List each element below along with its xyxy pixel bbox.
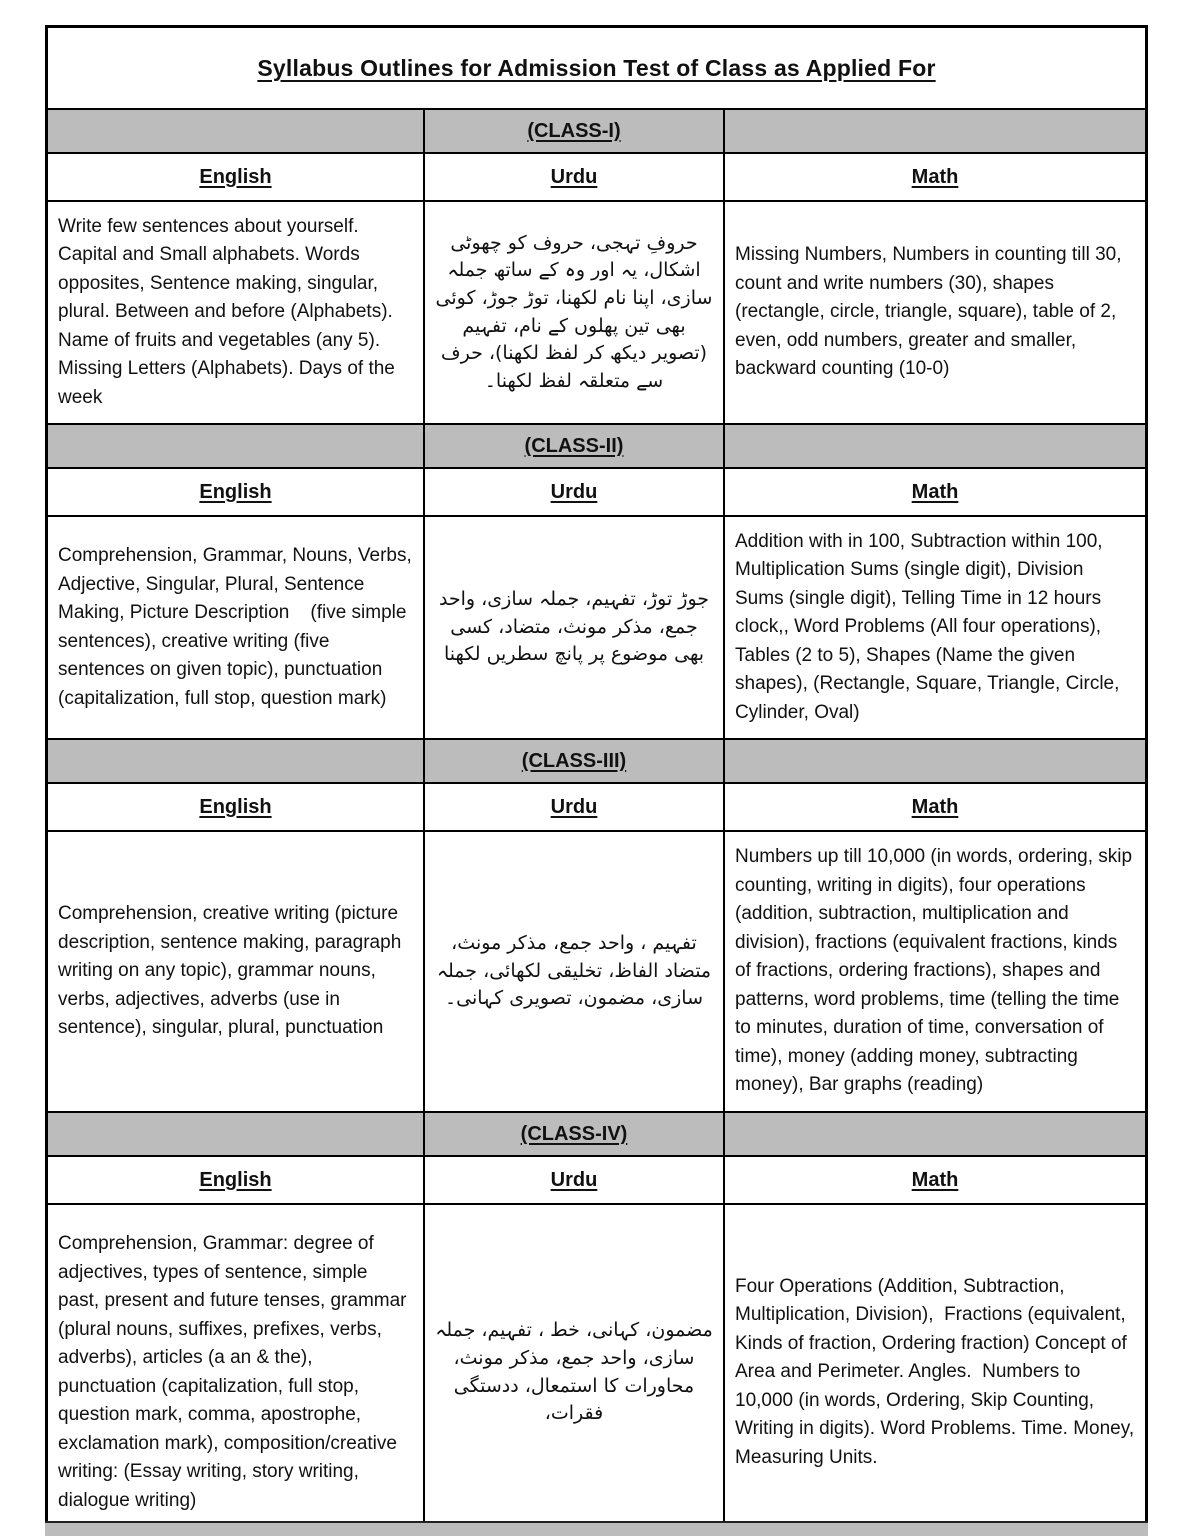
content-row-class-1: [48, 202, 1145, 425]
section-bar-spacer: [725, 1113, 1145, 1155]
section-bar-spacer: [48, 425, 425, 467]
column-header-english: English: [48, 784, 425, 830]
math-cell-class-2: Addition with in 100, Subtraction within 100, Multiplication Sums (single digit), Division Sums (single digit), Telling Time in 12 hours clock,, Word Problems (All four operations), Tables (2 to 5), Shapes (Name the given shapes), (Rectangle, Square, Triangle, Circle, Cylinder, Oval): [735, 530, 1125, 723]
class-label-4: (CLASS-IV): [520, 1122, 628, 1145]
urdu-cell-class-2: جوڑ توڑ، تفہیم، جملہ سازی، واحد جمع، مذکر مونث، متضاد، کسی بھی موضوع پر پانچ سطریں لکھنا: [425, 517, 725, 738]
english-cell-class-3: Comprehension, creative writing (picture description, sentence making, paragraph writing on any topic), grammar nouns, verbs, adjectives, adverbs (use in sentence), singular, plural, punctuation: [48, 832, 425, 1111]
english-cell-class-1: Write few sentences about yourself. Capital and Small alphabets. Words opposites, Sentence making, singular, plural. Between and before (Alphabets). Name of fruits and vegetables (any 5). Missing Letters (Alphabets). Days of the week: [48, 202, 425, 423]
column-header-row-class-4: [48, 1157, 1145, 1205]
column-header-urdu: Urdu: [425, 784, 725, 830]
page-title: Syllabus Outlines for Admission Test of Class as Applied For: [257, 54, 936, 81]
content-row-class-4: [48, 1205, 1145, 1536]
math-cell-class-4: Four Operations (Addition, Subtraction, Multiplication, Division), Fractions (equivalent, Kinds of fraction, Ordering fraction) Concept of Area and Perimeter. Angles. Numbers to 10,000 (in words, Ordering, Skip Counting, Writing in digits). Word Problems. Time. Money, Measuring Units.: [735, 1275, 1140, 1468]
column-header-row-class-1: [48, 154, 1145, 202]
column-header-english: English: [48, 469, 425, 515]
class-label-3: (CLASS-III): [521, 749, 627, 772]
section-bar-center: [425, 1113, 725, 1155]
section-bar-class-2: [48, 425, 1145, 469]
section-bar-spacer: [725, 425, 1145, 467]
section-bar-center: [425, 740, 725, 782]
syllabus-table: [45, 25, 1148, 1536]
urdu-cell-class-1: حروفِ تہجی، حروف کو چھوٹی اشکال، یہ اور وہ کے ساتھ جملہ سازی، اپنا نام لکھنا، توڑ جوڑ، کوئی بھی تین پھلوں کے نام، تفہیم (تصویر دیکھ کر لفظ لکھنا)، حرف سے متعلقہ لفظ لکھنا۔: [425, 202, 725, 423]
english-cell-class-2: Comprehension, Grammar, Nouns, Verbs, Adjective, Singular, Plural, Sentence Making, Picture Description (five simple sentences), creative writing (five sentences on given topic), punctuation (capitalization, full stop, question mark): [48, 517, 425, 738]
class-label-2: (CLASS-II): [524, 434, 624, 457]
english-cell-class-4: Comprehension, Grammar: degree of adjectives, types of sentence, simple past, present and future tenses, grammar (plural nouns, suffixes, prefixes, verbs, adverbs), articles (a an & the), punctuation (capitalization, full stop, question mark, comma, apostrophe, exclamation mark), composition/creative writing: (Essay writing, story writing, dialogue writing): [48, 1205, 425, 1536]
title-row: [48, 28, 1145, 110]
section-bar-class-3: [48, 740, 1145, 784]
column-header-urdu: Urdu: [425, 1157, 725, 1203]
column-header-row-class-3: [48, 784, 1145, 832]
column-header-math: Math: [911, 795, 959, 818]
section-bar-spacer: [48, 1113, 425, 1155]
section-bar-class-1: [48, 110, 1145, 154]
section-bar-center: [425, 110, 725, 152]
section-bar-center: [425, 425, 725, 467]
column-header-urdu: Urdu: [425, 154, 725, 200]
section-bar-spacer: [48, 740, 425, 782]
urdu-cell-class-4: مضمون، کہانی، خط ، تفہیم، جملہ سازی، واحد جمع، مذکر مونث، محاورات کا استمعال، ددستگی فقرات،: [425, 1205, 725, 1536]
class-label-1: (CLASS-I): [527, 119, 621, 142]
column-header-urdu: Urdu: [425, 469, 725, 515]
section-bar-spacer: [725, 110, 1145, 152]
column-header-english: English: [48, 1157, 425, 1203]
next-section-bar-cropped: [45, 1521, 1148, 1536]
urdu-cell-class-3: تفہیم ، واحد جمع، مذکر مونث، متضاد الفاظ، تخلیقی لکھائی، جملہ سازی، مضمون، تصویری کہانی۔: [425, 832, 725, 1111]
column-header-math: Math: [911, 165, 959, 188]
column-header-row-class-2: [48, 469, 1145, 517]
section-bar-spacer: [48, 110, 425, 152]
content-row-class-3: [48, 832, 1145, 1113]
column-header-math: Math: [911, 480, 959, 503]
section-bar-class-4: [48, 1113, 1145, 1157]
math-cell-class-1: Missing Numbers, Numbers in counting till 30, count and write numbers (30), shapes (rectangle, circle, triangle, square), table of 2, even, odd numbers, greater and smaller, backward counting (10-0): [735, 244, 1127, 380]
section-bar-spacer: [725, 740, 1145, 782]
math-cell-class-3: Numbers up till 10,000 (in words, ordering, skip counting, writing in digits), four operations (addition, subtraction, multiplication and division), fractions (equivalent fractions, kinds of fractions, ordering fractions), shapes and patterns, word problems, time (telling the time to minutes, duration of time, conversation of time), money (adding money, subtracting money), Bar graphs (reading): [735, 846, 1138, 1096]
content-row-class-2: [48, 517, 1145, 740]
column-header-math: Math: [911, 1168, 959, 1191]
column-header-english: English: [48, 154, 425, 200]
